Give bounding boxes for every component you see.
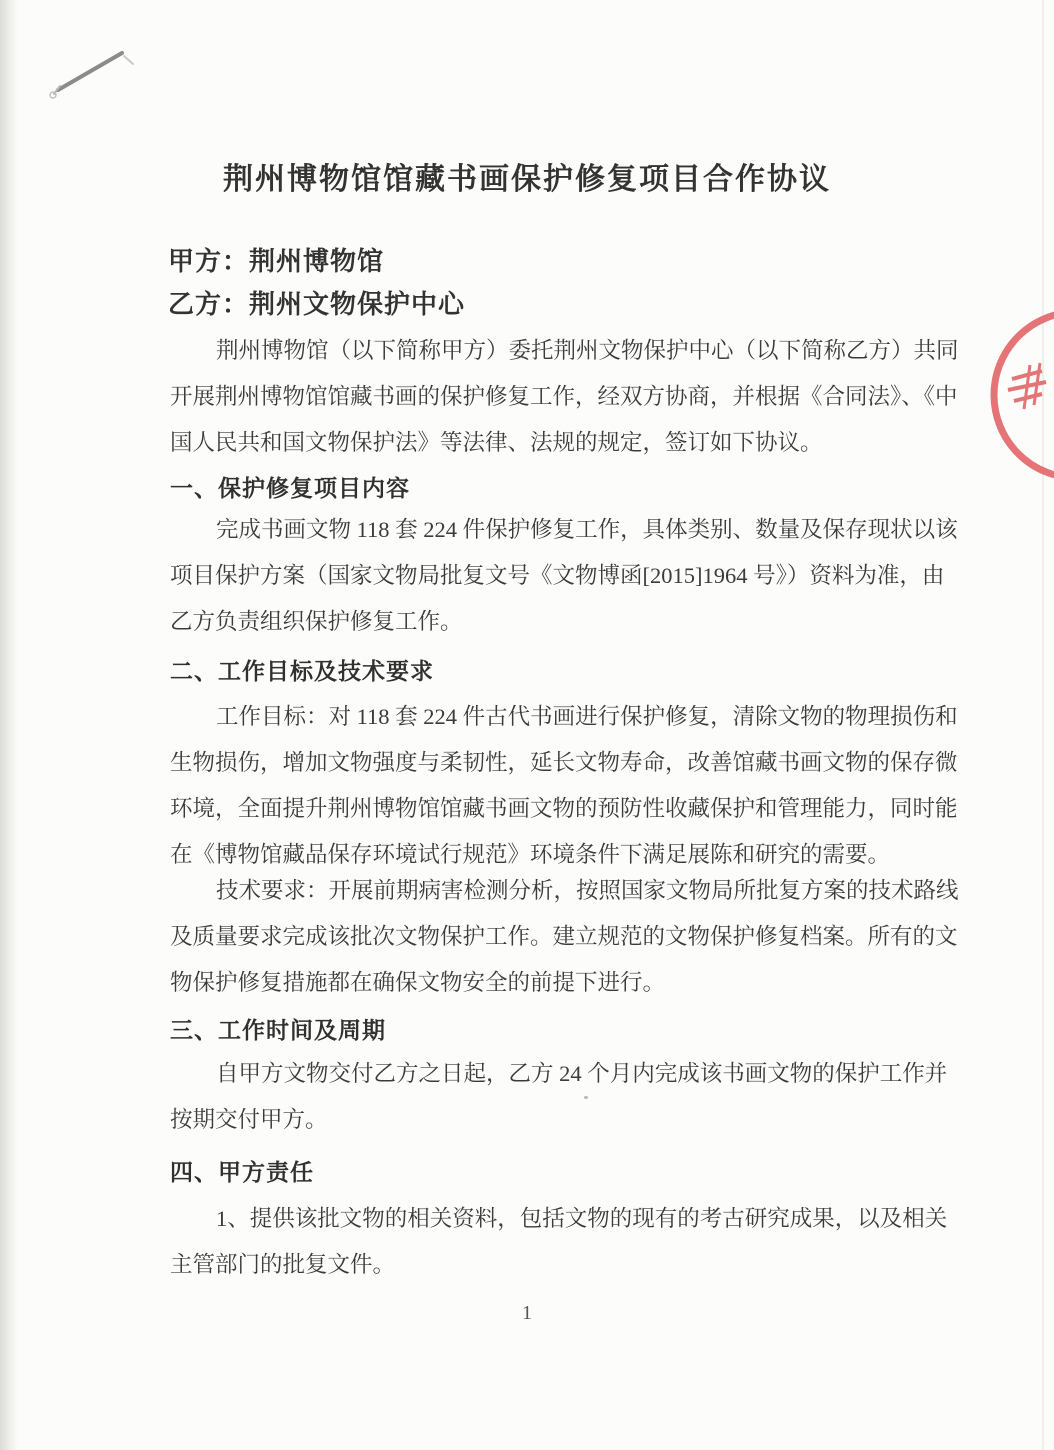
paragraph-line: 环境，全面提升荆州博物馆馆藏书画文物的预防性收藏保护和管理能力，同时能 (170, 796, 958, 821)
scan-edge-shadow-left (0, 0, 18, 1450)
section-2-paragraph-2 (170, 868, 959, 1006)
paragraph-line: 工作目标：对 118 套 224 件古代书画进行保护修复，清除文物的物理损伤和 (216, 704, 958, 729)
paragraph-line: 在《博物馆藏品保存环境试行规范》环境条件下满足展陈和研究的需要。 (170, 842, 891, 867)
red-seal-stamp-icon (990, 295, 1054, 495)
paragraph-line: 技术要求：开展前期病害检测分析，按照国家文物局所批复方案的技术路线 (216, 878, 959, 903)
paragraph-line: 自甲方文物交付乙方之日起，乙方 24 个月内完成该书画文物的保护工作并 (216, 1061, 948, 1086)
scan-edge-shadow-right (1042, 0, 1044, 1450)
paragraph-line: 项目保护方案（国家文物局批复文号《文物博函[2015]1964 号》）资料为准，由 (170, 563, 945, 588)
section-4-heading: 四、甲方责任 (170, 1160, 314, 1185)
paragraph-line: 完成书画文物 118 套 224 件保护修复工作，具体类别、数量及保存现状以该 (216, 517, 958, 542)
paragraph-line: 荆州博物馆（以下简称甲方）委托荆州文物保护中心（以下简称乙方）共同 (216, 338, 959, 363)
paragraph-line: 物保护修复措施都在确保文物安全的前提下进行。 (170, 970, 666, 995)
section-4-paragraph (170, 1196, 948, 1288)
paragraph-line: 主管部门的批复文件。 (170, 1252, 396, 1277)
paragraph-line: 按期交付甲方。 (170, 1107, 328, 1132)
section-3-paragraph (170, 1051, 948, 1143)
section-2-paragraph-1 (170, 694, 958, 878)
party-a-label: 甲方：荆州博物馆 (168, 247, 385, 276)
section-1-paragraph (170, 507, 958, 645)
paragraph-line: 1、提供该批文物的相关资料，包括文物的现有的考古研究成果，以及相关 (216, 1206, 948, 1231)
preamble-paragraph (170, 328, 959, 466)
paragraph-line: 生物损伤，增加文物强度与柔韧性，延长文物寿命，改善馆藏书画文物的保存微 (170, 750, 958, 775)
section-2-heading: 二、工作目标及技术要求 (170, 659, 434, 684)
pencil-mark-icon (40, 40, 160, 120)
paragraph-line: 国人民共和国文物保护法》等法律、法规的规定，签订如下协议。 (170, 430, 823, 455)
paragraph-line: 及质量要求完成该批次文物保护工作。建立规范的文物保护修复档案。所有的文 (170, 924, 958, 949)
page-number: 1 (522, 1302, 532, 1324)
paragraph-line: 乙方负责组织保护修复工作。 (170, 609, 463, 634)
document-title: 荆州博物馆馆藏书画保护修复项目合作协议 (223, 163, 831, 196)
paragraph-line: 开展荆州博物馆馆藏书画的保护修复工作，经双方协商，并根据《合同法》、《中 (170, 384, 958, 409)
party-b-label: 乙方：荆州文物保护中心 (168, 290, 466, 319)
dust-speck (584, 1096, 588, 1099)
section-3-heading: 三、工作时间及周期 (170, 1018, 386, 1043)
section-1-heading: 一、保护修复项目内容 (170, 476, 410, 501)
